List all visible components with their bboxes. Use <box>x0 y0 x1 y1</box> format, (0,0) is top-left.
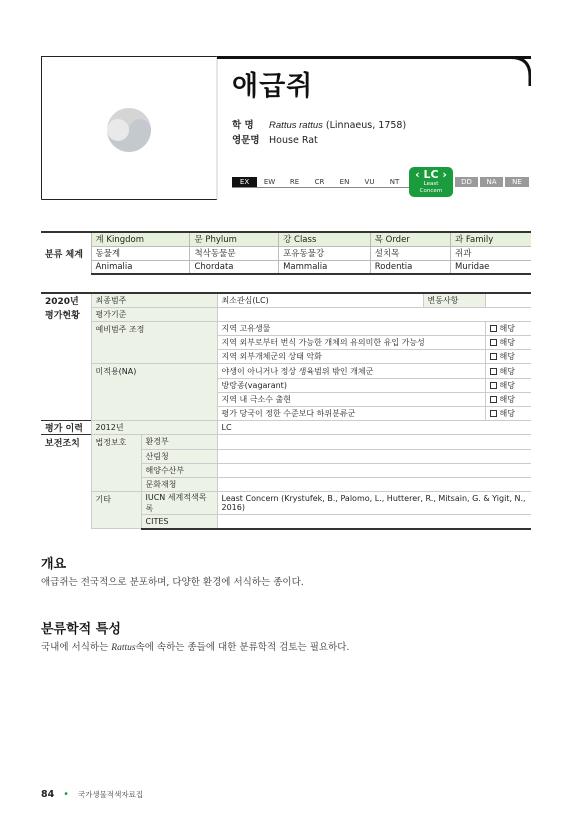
other-label: 기타 <box>91 492 141 529</box>
category-en: EN <box>332 177 357 187</box>
legal-item: 문화재청 <box>141 477 217 491</box>
taxonomic-heading: 분류학적 특성 <box>41 622 121 637</box>
check-cell <box>485 321 531 335</box>
na-item: 평가 당국이 정한 수준보다 하위분류군 <box>217 407 485 421</box>
category-ne: NE <box>505 177 529 187</box>
pre-adjust-item: 지역 고유생물 <box>217 321 485 335</box>
category-nt: NT <box>382 177 407 187</box>
species-common-name: 애급쥐 <box>232 71 314 102</box>
check-label: 해당 <box>499 409 515 419</box>
legal-label: 법정보호 <box>91 435 141 492</box>
taxonomic-text-post: 속에 속하는 종들에 대한 분류학적 검토는 필요하다. <box>135 642 350 653</box>
category-cr: CR <box>307 177 332 187</box>
taxonomy-cell: 동물계 <box>91 246 190 260</box>
history-label: 평가 이력 <box>41 421 91 435</box>
page-number: 84 <box>41 789 55 800</box>
check-label: 해당 <box>499 323 515 333</box>
taxonomy-cell: Muridae <box>451 260 532 274</box>
check-label: 해당 <box>499 338 515 348</box>
category-vu: VU <box>357 177 382 187</box>
check-cell <box>485 336 531 350</box>
taxonomy-header: 문 Phylum <box>190 232 279 246</box>
checkbox-icon[interactable] <box>490 410 497 417</box>
table-row <box>41 293 531 307</box>
section-2020-label-2: 평가현황 <box>45 310 80 321</box>
check-label: 해당 <box>499 380 515 390</box>
taxonomy-cell: 설치목 <box>370 246 450 260</box>
taxonomy-header: 목 Order <box>370 232 450 246</box>
section-2020-year: 2020년 <box>45 297 79 308</box>
bullet-icon: • <box>63 789 69 800</box>
selected-category-code: LC <box>423 168 439 181</box>
checkbox-icon[interactable] <box>490 325 497 332</box>
taxonomy-cell: Rodentia <box>370 260 450 274</box>
selected-category-text-2: Concern <box>419 187 443 194</box>
final-category-label: 최종범주 <box>91 293 217 307</box>
english-name: House Rat <box>269 135 318 146</box>
check-cell <box>485 350 531 364</box>
category-ew: EW <box>257 177 282 187</box>
checkbox-icon[interactable] <box>490 382 497 389</box>
table-row <box>41 435 531 449</box>
overview-text: 애급쥐는 전국적으로 분포하며, 다양한 환경에 서식하는 종이다. <box>41 577 304 588</box>
taxonomy-label: 분류 체계 <box>41 232 91 274</box>
na-item: 방랑종(vagarant) <box>217 378 485 392</box>
selected-category-text-1: Least <box>423 181 439 187</box>
na-label: 미적용(NA) <box>91 364 217 421</box>
table-row <box>41 364 531 378</box>
na-item: 야생이 아니거나 정상 생육범위 밖인 개체군 <box>217 364 485 378</box>
taxonomy-cell: 포유동물강 <box>279 246 371 260</box>
criteria-value <box>217 307 531 321</box>
iucn-list-label: IUCN 세계적색목록 <box>141 492 217 515</box>
taxonomy-cell: Animalia <box>91 260 190 274</box>
na-item: 지역 내 극소수 출현 <box>217 392 485 406</box>
taxonomy-table <box>41 231 531 275</box>
assessment-table <box>41 292 531 530</box>
taxonomy-header-row <box>41 232 531 246</box>
taxonomy-header: 강 Class <box>279 232 371 246</box>
iucn-list-value: Least Concern (Krystufek, B., Palomo, L., Hutterer, R., Mitsain, G. & Yigit, N., 2016) <box>217 492 531 515</box>
check-label: 해당 <box>499 394 515 404</box>
taxonomy-cell: Mammalia <box>279 260 371 274</box>
history-value: LC <box>217 421 531 435</box>
pre-adjust-label: 예비범주 조정 <box>91 321 217 364</box>
taxonomy-korean-row <box>41 246 531 260</box>
overview-heading: 개요 <box>41 557 67 572</box>
final-category-value: 최소관심(LC) <box>217 293 423 307</box>
check-label: 해당 <box>499 352 515 362</box>
taxonomy-cell: 쥐과 <box>451 246 532 260</box>
legal-item: 산림청 <box>141 449 217 463</box>
taegeuk-icon <box>103 104 155 156</box>
criteria-label: 평가기준 <box>91 307 217 321</box>
pre-adjust-item: 지역 외부개체군의 상태 악화 <box>217 350 485 364</box>
check-cell <box>485 407 531 421</box>
cites-label: CITES <box>141 515 217 529</box>
page-footer <box>41 789 143 800</box>
category-re: RE <box>282 177 307 187</box>
check-label: 해당 <box>499 366 515 376</box>
taxonomy-cell: Chordata <box>190 260 279 274</box>
checkbox-icon[interactable] <box>490 353 497 360</box>
category-ex: EX <box>232 177 257 187</box>
scale-line <box>232 187 409 188</box>
taxonomy-cell: 척삭동물문 <box>190 246 279 260</box>
publication-title: 국가생물적색자료집 <box>77 790 144 799</box>
change-label: 변동사항 <box>423 293 485 307</box>
scientific-name-row <box>232 117 406 131</box>
scientific-name-label: 학 명 <box>232 120 254 131</box>
legal-item: 환경부 <box>141 435 217 449</box>
checkbox-icon[interactable] <box>490 368 497 375</box>
taxonomy-latin-row <box>41 260 531 274</box>
category-dd: DD <box>455 177 478 187</box>
history-year: 2012년 <box>91 421 217 435</box>
conservation-label: 보전조치 <box>41 435 91 449</box>
check-cell <box>485 378 531 392</box>
change-value <box>485 293 531 307</box>
taegeuk-emblem <box>41 56 217 200</box>
taxonomic-text-genus: Rattus <box>111 643 136 653</box>
taxonomic-text <box>41 639 349 653</box>
legal-item: 해양수산부 <box>141 463 217 477</box>
iucn-category-scale <box>232 167 532 197</box>
scientific-name: Rattus rattus <box>269 120 323 131</box>
scientific-author: (Linnaeus, 1758) <box>325 120 407 131</box>
english-name-label: 영문명 <box>232 135 260 146</box>
table-row <box>41 307 531 321</box>
taxonomic-text-pre: 국내에 서식하는 <box>41 642 112 653</box>
checkbox-icon[interactable] <box>490 339 497 346</box>
selected-category-badge: ‹ LC › Least Concern <box>409 167 453 197</box>
taxonomy-header: 계 Kingdom <box>91 232 190 246</box>
check-cell <box>485 364 531 378</box>
checkbox-icon[interactable] <box>490 396 497 403</box>
section-2020-label <box>41 293 91 307</box>
pre-adjust-item: 지역 외부로부터 번식 가능한 개체의 유의미한 유입 가능성 <box>217 336 485 350</box>
cites-value <box>217 515 531 529</box>
english-name-row <box>232 132 318 146</box>
taxonomy-header: 과 Family <box>451 232 532 246</box>
category-na: NA <box>480 177 503 187</box>
table-row <box>41 421 531 435</box>
table-row <box>41 492 531 515</box>
check-cell <box>485 392 531 406</box>
table-row <box>41 321 531 335</box>
